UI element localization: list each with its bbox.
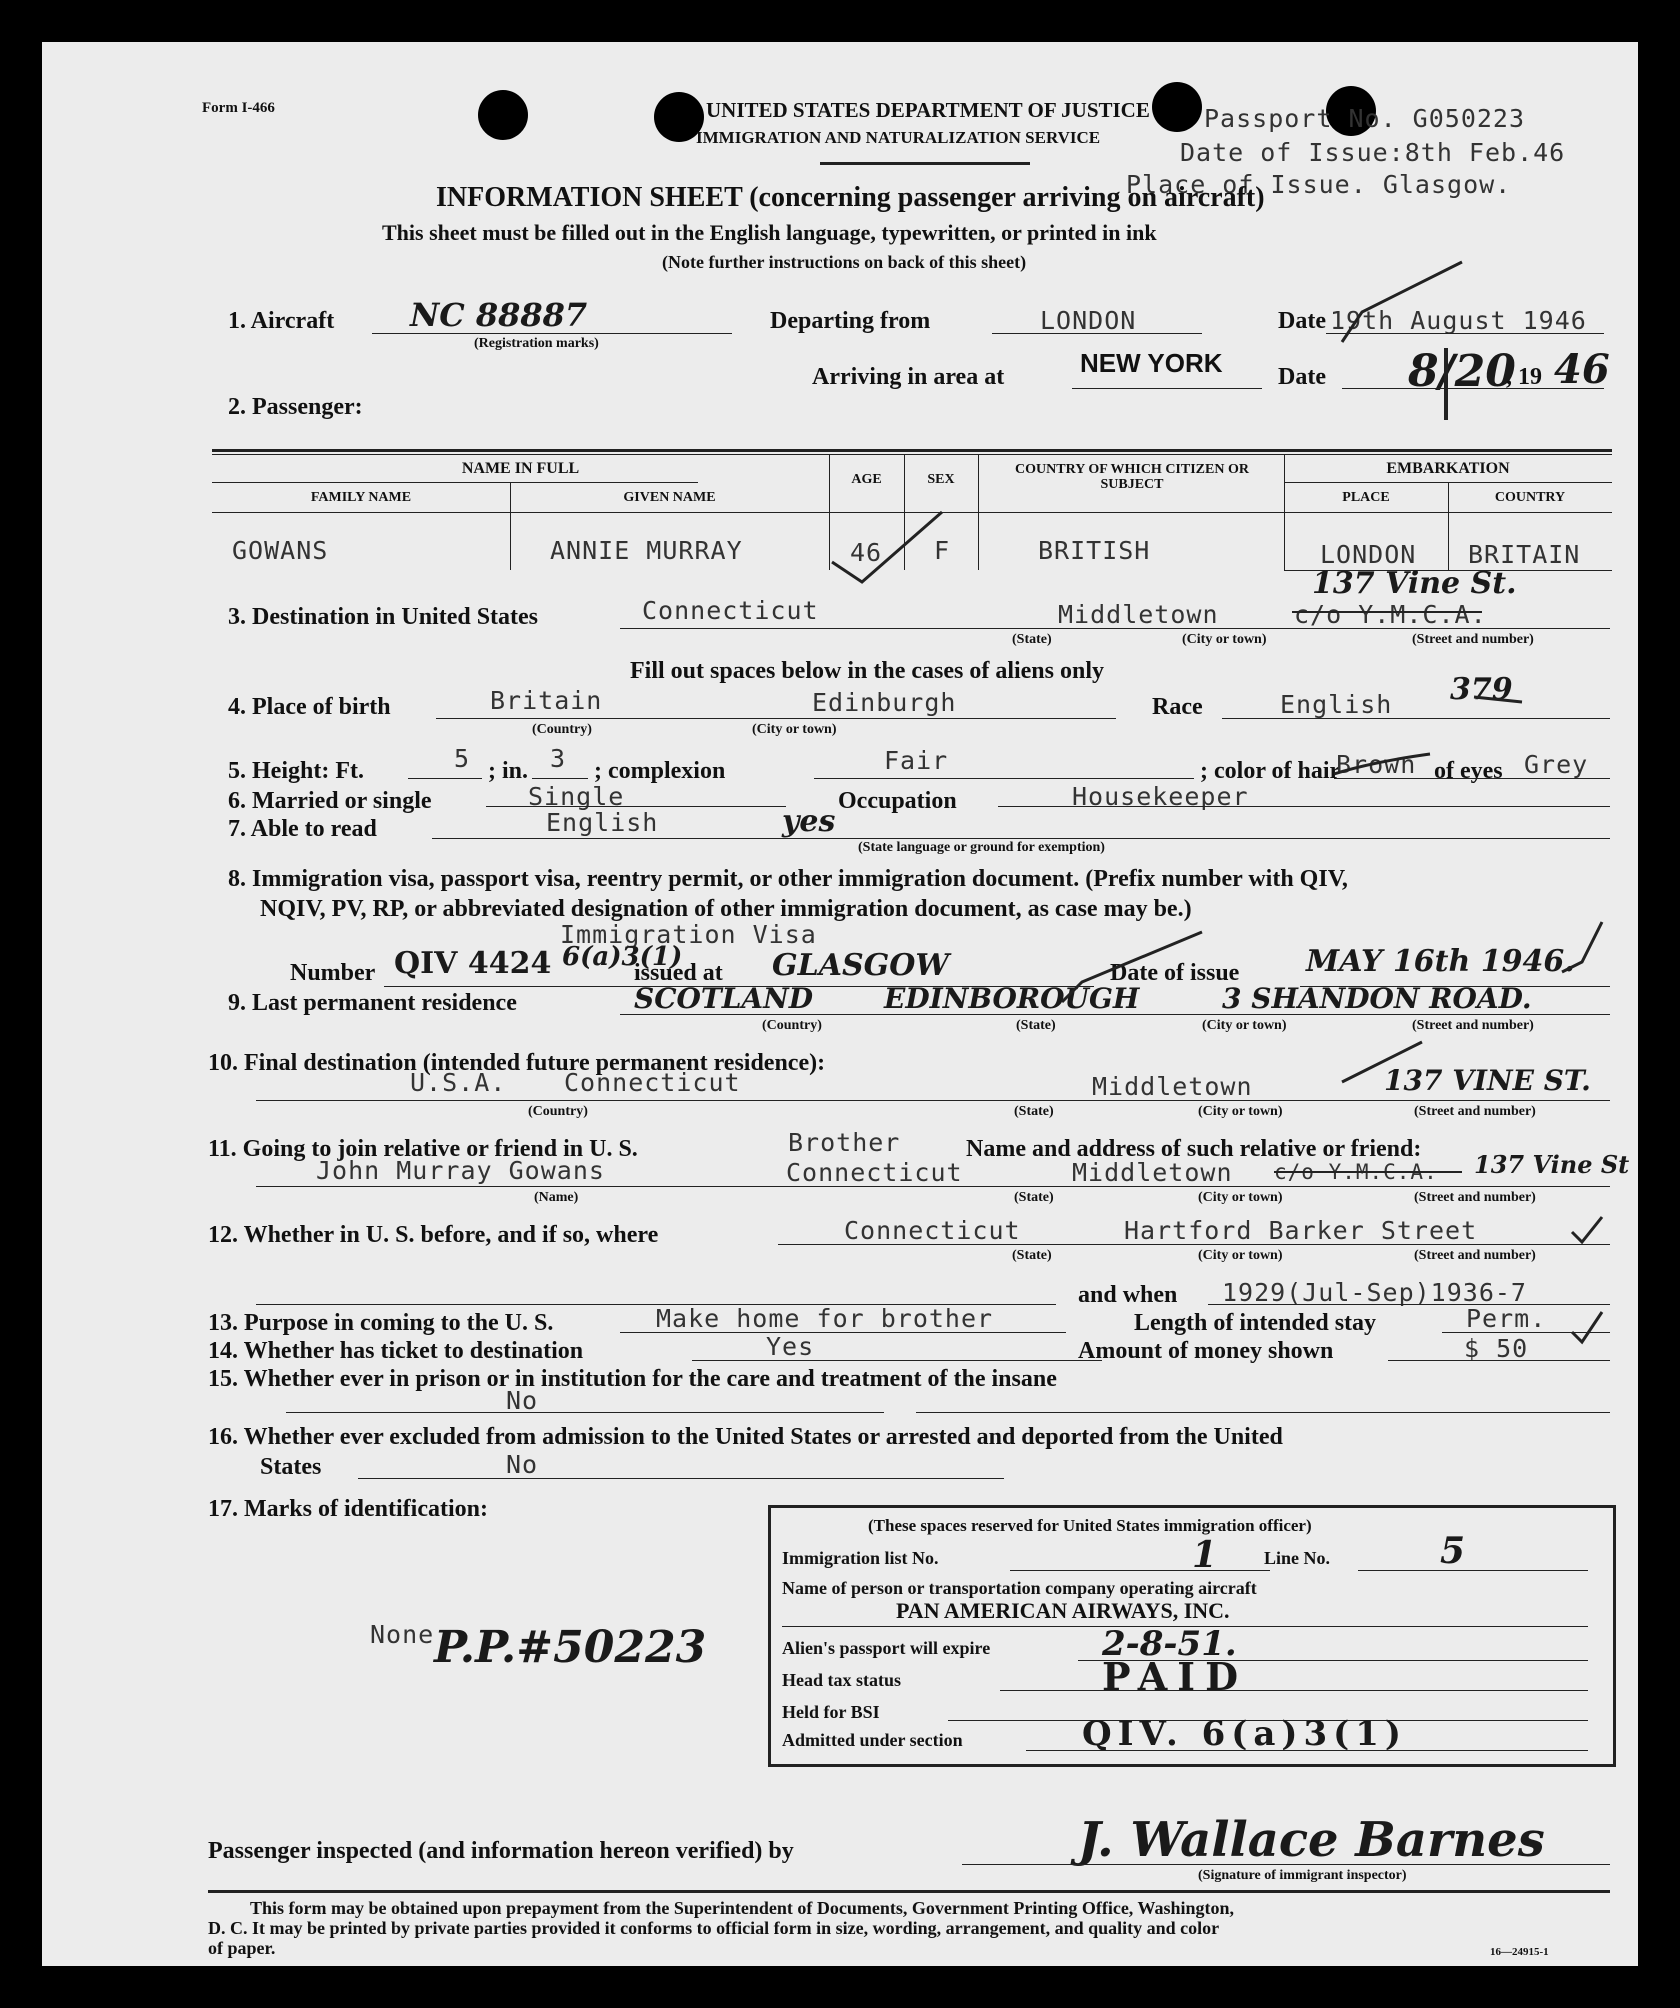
prior-visit-state: Connecticut: [844, 1216, 1021, 1245]
caption-street: (Street and number): [1412, 1018, 1534, 1033]
header-age: AGE: [851, 472, 882, 487]
relative-name-label: Name and address of such relative or friend:: [966, 1136, 1422, 1162]
table-subheader-rule: [212, 482, 698, 483]
caption-state: (State): [1016, 1018, 1056, 1033]
service-name: IMMIGRATION AND NATURALIZATION SERVICE: [696, 128, 1101, 147]
passenger-sex: F: [934, 536, 951, 565]
caption-city: (City or town): [752, 722, 837, 737]
caption-city: (City or town): [1198, 1104, 1283, 1119]
visa-issued-label: issued at: [634, 960, 723, 986]
head-tax-underline: [1000, 1690, 1588, 1691]
relative-street-hand: 137 Vine St: [1474, 1150, 1630, 1179]
line-number-underline: [1358, 1570, 1588, 1571]
identification-label: 17. Marks of identification:: [208, 1496, 488, 1522]
footer-line1: This form may be obtained upon prepayment from the Superintendent of Documents, Government Printing Office, Washington,: [250, 1898, 1235, 1918]
residence-state: EDINBOROUGH: [884, 982, 1140, 1015]
header-given-name: GIVEN NAME: [623, 490, 716, 505]
form-title: INFORMATION SHEET (concerning passenger arriving on aircraft): [436, 182, 1265, 213]
footer-code: 16—24915-1: [1490, 1946, 1549, 1958]
section-underline: [1026, 1750, 1588, 1751]
eyes-label: of eyes: [1434, 758, 1503, 784]
prison-underline-left: [286, 1412, 884, 1413]
destination-label: 3. Destination in United States: [228, 604, 539, 630]
passenger-age: 46: [850, 538, 883, 567]
head-tax-status: PAID: [1102, 1654, 1249, 1699]
checkmark-icon: [832, 512, 942, 582]
table-top-rule: [212, 449, 1612, 452]
ticket-value: Yes: [766, 1332, 815, 1361]
final-street: 137 VINE ST.: [1384, 1064, 1591, 1097]
relative-name: John Murray Gowans: [316, 1156, 605, 1185]
relative-relation: Brother: [788, 1128, 901, 1157]
race-code: 379: [1450, 672, 1513, 707]
visa-issued-at: GLASGOW: [772, 948, 950, 983]
height-in-label: ; in.: [488, 758, 529, 784]
embark-country: BRITAIN: [1468, 540, 1581, 569]
residence-underline: [620, 1014, 1610, 1015]
visa-date: MAY 16th 1946.: [1306, 944, 1575, 979]
passport-stamp-line2: Date of Issue:8th Feb.46: [1180, 138, 1566, 167]
residence-label: 9. Last permanent residence: [228, 990, 517, 1016]
residence-street: 3 SHANDON ROAD.: [1222, 982, 1532, 1015]
destination-street-typed: c/o Y.M.C.A.: [1294, 600, 1487, 629]
checkmark-icon: [1572, 1217, 1602, 1242]
passport-expiry: 2-8-51.: [1102, 1624, 1237, 1664]
residence-country: SCOTLAND: [634, 982, 814, 1015]
excluded-label-line1: 16. Whether ever excluded from admission to the United States or arrested and deported from the United: [208, 1424, 1283, 1450]
birth-country: Britain: [490, 686, 603, 715]
aircraft-registration: NC 88887: [410, 296, 588, 334]
header-citizen-country: COUNTRY OF WHICH CITIZEN OR SUBJECT: [1015, 462, 1249, 492]
hair-eyes-underline: [1334, 778, 1610, 779]
destination-state: Connecticut: [642, 596, 819, 625]
hair-label: ; color of hair: [1200, 758, 1341, 784]
purpose-value: Make home for brother: [656, 1304, 994, 1333]
caption-street: (Street and number): [1414, 1104, 1536, 1119]
complexion-underline: [814, 778, 1194, 779]
arrival-year-prefix: , 19: [1506, 364, 1542, 390]
list-number-label: Immigration list No.: [782, 1548, 939, 1568]
form-number: Form I-466: [202, 100, 275, 116]
passport-expiry-label: Alien's passport will expire: [782, 1638, 991, 1658]
final-city: Middletown: [1092, 1072, 1253, 1101]
read-hand-note: yes: [782, 804, 836, 839]
prior-visit-when: 1929(Jul-Sep)1936-7: [1222, 1278, 1527, 1307]
form-note: (Note further instructions on back of this sheet): [662, 252, 1027, 272]
caption-country: (Country): [528, 1104, 588, 1119]
final-destination-underline: [256, 1100, 1610, 1101]
hair-value: Brown: [1336, 750, 1417, 779]
passport-stamp-line1: Passport No. G050223: [1204, 104, 1526, 133]
information-sheet: [42, 42, 1638, 1966]
footer-line3: of paper.: [208, 1938, 276, 1958]
registration-caption: (Registration marks): [474, 336, 599, 351]
signature-line: [962, 1864, 1610, 1865]
signature-caption: (Signature of immigrant inspector): [1198, 1868, 1407, 1883]
departing-value: LONDON: [1040, 306, 1137, 335]
ticket-label: 14. Whether has ticket to destination: [208, 1338, 584, 1364]
arrival-year: 46: [1554, 346, 1610, 393]
race-label: Race: [1152, 694, 1203, 720]
arrival-date-stamp: 8/20: [1408, 346, 1516, 397]
prior-visit-label: 12. Whether in U. S. before, and if so, where: [208, 1222, 659, 1248]
date-label: Date: [1278, 308, 1326, 334]
occupation-underline: [998, 806, 1610, 807]
marital-underline: [486, 806, 786, 807]
list-number: 1: [1192, 1534, 1218, 1576]
inspector-signature: J. Wallace Barnes: [1078, 1812, 1545, 1868]
identification-typed: None: [370, 1620, 435, 1649]
header-sex: SEX: [927, 472, 955, 487]
arrival-date-underline: [1342, 388, 1604, 389]
carrier-name: PAN AMERICAN AIRWAYS, INC.: [896, 1598, 1230, 1623]
caption-street: (Street and number): [1414, 1248, 1536, 1263]
caption-country: (Country): [762, 1018, 822, 1033]
excluded-label-line2: States: [260, 1454, 322, 1480]
marital-value: Single: [528, 782, 625, 811]
prison-value: No: [506, 1386, 539, 1415]
height-in-underline: [532, 778, 588, 779]
purpose-underline: [620, 1332, 1066, 1333]
list-number-underline: [1010, 1570, 1270, 1571]
ticket-underline: [692, 1360, 1102, 1361]
final-state: Connecticut: [564, 1068, 741, 1097]
caption-state: (State): [1014, 1104, 1054, 1119]
caption-name: (Name): [534, 1190, 579, 1205]
stay-label: Length of intended stay: [1134, 1310, 1377, 1336]
arrival-date-label: Date: [1278, 364, 1326, 390]
prior-visit-when-underline: [1208, 1304, 1610, 1305]
height-label: 5. Height: Ft.: [228, 758, 364, 784]
department-name: UNITED STATES DEPARTMENT OF JUSTICE: [706, 98, 1150, 122]
header-embark-place: PLACE: [1342, 490, 1390, 505]
passenger-given-name: ANNIE MURRAY: [550, 536, 743, 565]
visa-date-label: Date of issue: [1110, 960, 1240, 986]
checkmark-icon: [1572, 1312, 1602, 1342]
punch-hole: [478, 90, 528, 140]
final-destination-label: 10. Final destination (intended future permanent residence):: [208, 1050, 826, 1076]
arriving-label: Arriving in area at: [812, 364, 1005, 390]
bsi-label: Held for BSI: [782, 1702, 880, 1722]
table-col-divider: [978, 454, 979, 570]
stay-underline: [1442, 1332, 1610, 1333]
purpose-label: 13. Purpose in coming to the U. S.: [208, 1310, 554, 1336]
section-label: Admitted under section: [782, 1730, 963, 1750]
officer-box-heading: (These spaces reserved for United States immigration officer): [868, 1516, 1312, 1535]
relative-label: 11. Going to join relative or friend in U. S.: [208, 1136, 638, 1162]
footer-rule: [208, 1890, 1610, 1893]
departing-underline: [992, 333, 1202, 334]
height-feet: 5: [454, 744, 471, 773]
read-caption: (State language or ground for exemption): [858, 840, 1105, 855]
passenger-citizenship: BRITISH: [1038, 536, 1151, 565]
punch-hole: [1152, 82, 1202, 132]
departure-date: 19th August 1946: [1330, 306, 1587, 335]
money-label: Amount of money shown: [1078, 1338, 1334, 1364]
visa-typed-type: Immigration Visa: [560, 920, 817, 949]
birth-city: Edinburgh: [812, 688, 957, 717]
caption-state: (State): [1012, 1248, 1052, 1263]
caption-country: (Country): [532, 722, 592, 737]
money-underline: [1388, 1360, 1610, 1361]
line-number-label: Line No.: [1264, 1548, 1331, 1568]
carrier-label: Name of person or transportation company operating aircraft: [782, 1578, 1257, 1598]
stay-value: Perm.: [1466, 1304, 1547, 1333]
table-header-bottom-rule: [212, 512, 1612, 513]
occupation-value: Housekeeper: [1072, 782, 1249, 811]
passenger-family-name: GOWANS: [232, 536, 329, 565]
visa-number-label: Number: [290, 960, 376, 986]
header-embark-country: COUNTRY: [1494, 490, 1566, 505]
header-rule: [820, 162, 1030, 165]
caption-city: (City or town): [1202, 1018, 1287, 1033]
header-embarkation: EMBARKATION: [1386, 460, 1510, 477]
caption-city: (City or town): [1182, 632, 1267, 647]
marital-label: 6. Married or single: [228, 788, 432, 814]
visa-section-hand: 6(a)3(1): [562, 942, 683, 972]
departing-label: Departing from: [770, 308, 931, 334]
caption-state: (State): [1012, 632, 1052, 647]
caption-city: (City or town): [1198, 1248, 1283, 1263]
final-country: U.S.A.: [410, 1068, 507, 1097]
caption-state: (State): [1014, 1190, 1054, 1205]
caption-street: (Street and number): [1414, 1190, 1536, 1205]
passenger-label: 2. Passenger:: [228, 394, 363, 420]
read-label: 7. Able to read: [228, 816, 377, 842]
destination-city: Middletown: [1058, 600, 1219, 629]
race-underline: [1222, 718, 1610, 719]
read-underline: [432, 838, 1610, 839]
identification-hand: P.P.#50223: [434, 1622, 707, 1673]
embark-place: LONDON: [1320, 540, 1417, 569]
complexion-label: ; complexion: [594, 758, 726, 784]
eyes-value: Grey: [1524, 750, 1589, 779]
prison-label: 15. Whether ever in prison or in institution for the care and treatment of the insane: [208, 1366, 1057, 1392]
table-top-rule2: [212, 454, 1612, 455]
caption-city: (City or town): [1198, 1190, 1283, 1205]
header-family-name: FAMILY NAME: [310, 490, 412, 505]
arriving-value: NEW YORK: [1080, 348, 1223, 378]
footer-line2: D. C. It may be printed by private parties provided it conforms to official form in size, wording, arrangement, and quality and color: [208, 1918, 1220, 1938]
occupation-label: Occupation: [838, 788, 957, 814]
date-underline: [1326, 333, 1604, 334]
relative-city: Middletown: [1072, 1158, 1233, 1187]
read-language: English: [546, 808, 659, 837]
birthplace-underline: [436, 718, 1116, 719]
header-name-in-full: NAME IN FULL: [461, 460, 580, 477]
prior-visit-place: Hartford Barker Street: [1124, 1216, 1478, 1245]
aircraft-underline: [372, 333, 732, 334]
passport-stamp-line3: Place of Issue. Glasgow.: [1126, 170, 1512, 199]
visa-label-line2: NQIV, PV, RP, or abbreviated designation of other immigration document, as case may be.): [260, 896, 1192, 922]
head-tax-label: Head tax status: [782, 1670, 902, 1690]
prison-underline-right: [916, 1412, 1610, 1413]
excluded-underline: [358, 1478, 1004, 1479]
caption-street: (Street and number): [1412, 632, 1534, 647]
arriving-underline: [1072, 388, 1262, 389]
form-instruction: This sheet must be filled out in the English language, typewritten, or printed in ink: [382, 220, 1157, 245]
height-feet-underline: [408, 778, 482, 779]
relative-underline: [256, 1186, 1610, 1187]
inspected-label: Passenger inspected (and information hereon verified) by: [208, 1838, 794, 1864]
line-number: 5: [1440, 1530, 1466, 1572]
height-inches: 3: [550, 744, 567, 773]
aliens-heading: Fill out spaces below in the cases of aliens only: [630, 658, 1105, 684]
money-value: $ 50: [1464, 1334, 1529, 1363]
relative-street-typed: c/o Y.M.C.A.: [1274, 1160, 1438, 1184]
admitted-section: QIV. 6(a)3(1): [1082, 1714, 1407, 1754]
destination-street-hand: 137 Vine St.: [1312, 566, 1517, 601]
excluded-value: No: [506, 1450, 539, 1479]
race-value: English: [1280, 690, 1393, 719]
visa-number: QIV 4424: [394, 946, 552, 981]
prior-visit-when-label: and when: [1078, 1282, 1178, 1308]
destination-underline: [620, 628, 1610, 629]
relative-state: Connecticut: [786, 1158, 963, 1187]
aircraft-label: 1. Aircraft: [228, 308, 335, 334]
visa-label-line1: 8. Immigration visa, passport visa, reentry permit, or other immigration document. (Prefix number with QIV,: [228, 866, 1348, 892]
complexion-value: Fair: [884, 746, 949, 775]
prior-visit-underline: [778, 1244, 1610, 1245]
birthplace-label: 4. Place of birth: [228, 694, 391, 720]
